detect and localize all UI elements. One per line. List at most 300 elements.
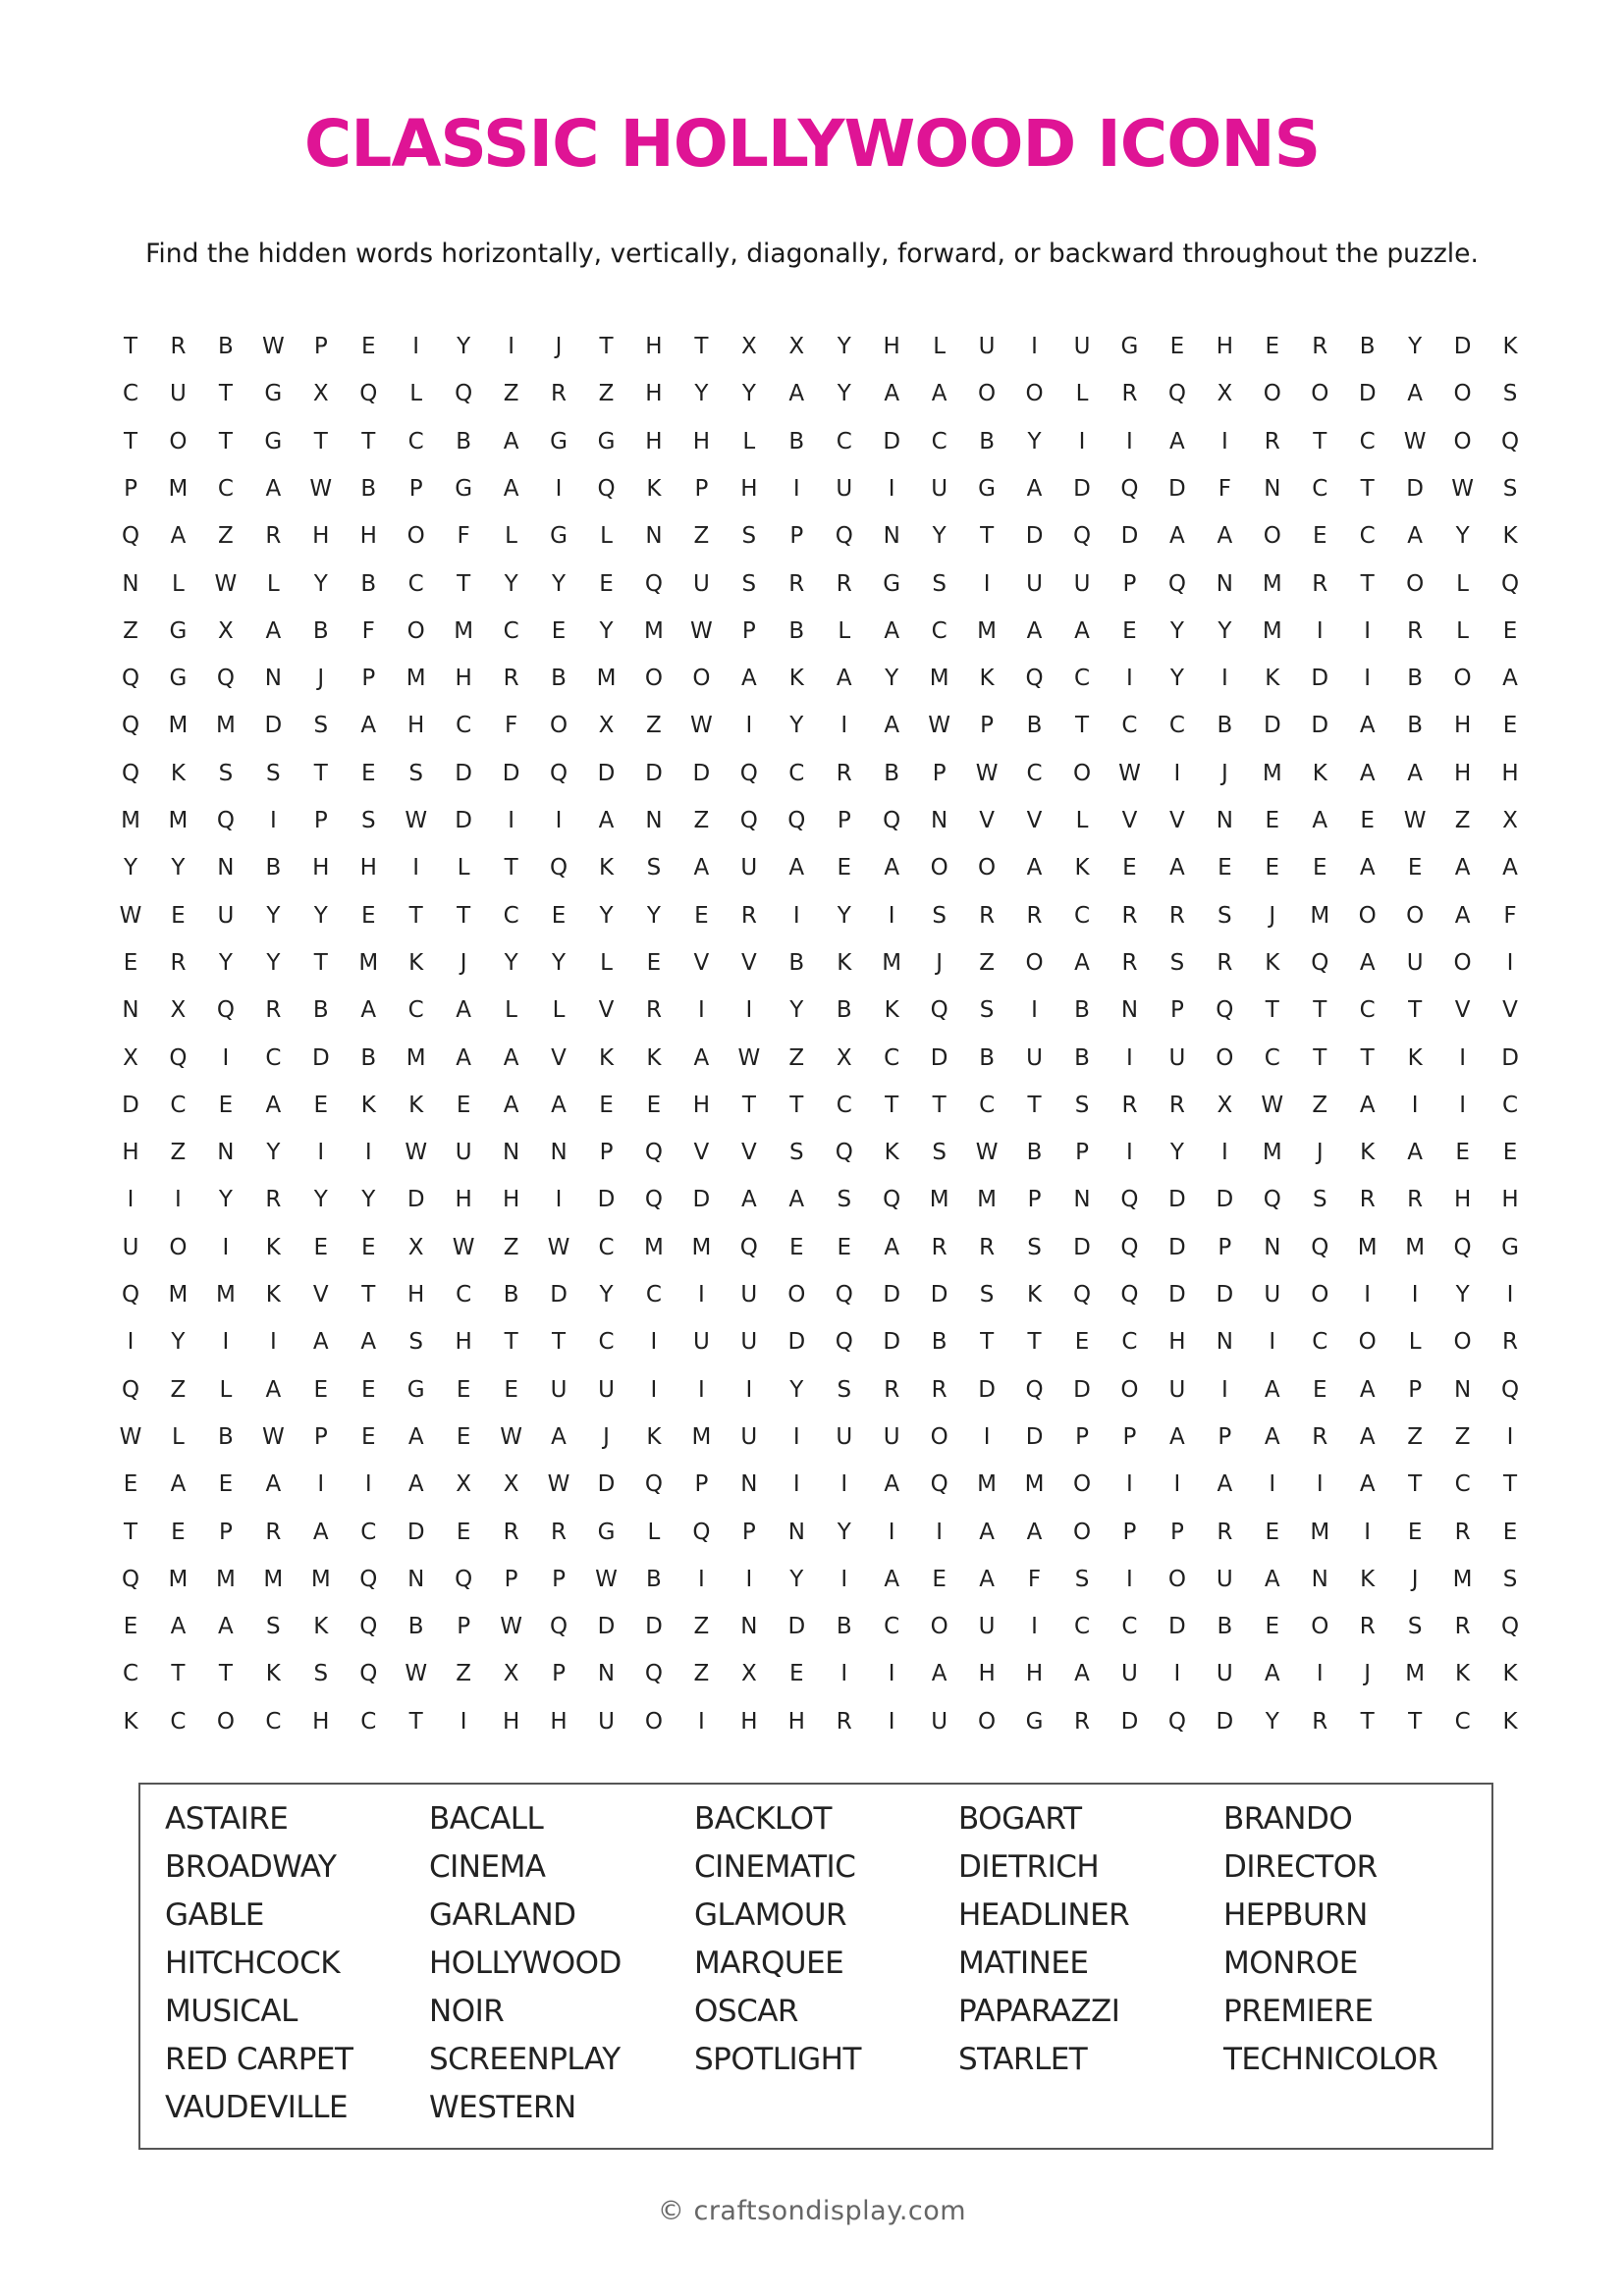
grid-letter: E	[1312, 855, 1327, 881]
grid-letter: R	[788, 570, 805, 597]
grid-letter: E	[313, 1092, 329, 1118]
grid-letter: T	[1265, 997, 1279, 1024]
grid-letter: A	[551, 1423, 567, 1450]
grid-letter: T	[504, 1329, 518, 1356]
grid-letter: B	[218, 334, 234, 359]
grid-letter: N	[883, 523, 900, 550]
grid-letter: I	[840, 1661, 848, 1687]
grid-letter: H	[407, 713, 425, 739]
grid-letter: Y	[313, 570, 328, 597]
grid-letter: A	[1359, 1376, 1376, 1403]
grid-letter: A	[1026, 1519, 1043, 1545]
grid-letter: U	[1026, 1044, 1043, 1071]
grid-letter: T	[932, 1092, 947, 1118]
grid-letter: H	[550, 1708, 568, 1735]
grid-letter: E	[1169, 334, 1185, 359]
grid-letter: G	[1501, 1234, 1519, 1260]
grid-letter: N	[740, 1471, 758, 1498]
grid-letter: D	[1073, 475, 1091, 502]
grid-letter: L	[600, 949, 613, 976]
grid-letter: K	[170, 760, 186, 786]
grid-letter: I	[269, 1329, 277, 1356]
word-list-item: SCREENPLAY	[429, 2042, 621, 2077]
grid-letter: D	[883, 428, 901, 454]
grid-letter: R	[1074, 1708, 1090, 1735]
grid-letter: E	[551, 902, 567, 929]
grid-letter: C	[456, 713, 472, 739]
grid-letter: M	[1405, 1234, 1426, 1260]
grid-letter: Q	[597, 475, 616, 502]
grid-letter: D	[883, 1282, 901, 1308]
grid-letter: A	[693, 1044, 710, 1071]
grid-letter: H	[692, 1092, 711, 1118]
grid-letter: J	[555, 334, 563, 359]
grid-letter: Q	[883, 808, 901, 833]
grid-letter: I	[840, 1566, 848, 1592]
grid-letter: I	[745, 1566, 753, 1592]
grid-letter: B	[312, 617, 329, 644]
grid-letter: A	[1359, 713, 1376, 739]
grid-letter: D	[406, 1187, 425, 1213]
grid-letter: G	[169, 666, 188, 692]
grid-letter: B	[836, 1614, 852, 1640]
grid-letter: E	[1502, 713, 1518, 739]
grid-letter: A	[503, 1044, 519, 1071]
grid-letter: C	[265, 1708, 282, 1735]
grid-letter: R	[1168, 1092, 1185, 1118]
grid-letter: M	[215, 1566, 236, 1592]
grid-letter: I	[888, 1519, 895, 1545]
grid-letter: C	[1312, 1329, 1328, 1356]
grid-letter: A	[1169, 1423, 1185, 1450]
grid-letter: C	[788, 760, 805, 786]
grid-letter: S	[408, 760, 423, 786]
grid-letter: A	[1359, 949, 1376, 976]
grid-letter: J	[317, 666, 325, 692]
grid-letter: I	[1506, 1423, 1514, 1450]
grid-letter: Y	[218, 949, 233, 976]
grid-letter: P	[741, 1519, 756, 1545]
grid-letter: R	[1217, 949, 1233, 976]
grid-letter: O	[1453, 1329, 1472, 1356]
grid-letter: P	[1075, 1423, 1089, 1450]
grid-letter: E	[456, 1423, 471, 1450]
grid-letter: U	[455, 1140, 472, 1166]
grid-letter: H	[645, 334, 663, 359]
grid-letter: C	[1026, 760, 1043, 786]
grid-letter: I	[1316, 617, 1324, 644]
grid-letter: R	[1407, 1187, 1424, 1213]
grid-letter: Y	[837, 334, 851, 359]
grid-letter: X	[788, 334, 805, 359]
grid-letter: I	[508, 334, 514, 359]
grid-letter: H	[1025, 1661, 1044, 1687]
grid-letter: A	[740, 666, 757, 692]
grid-letter: D	[787, 1614, 806, 1640]
grid-letter: C	[170, 1708, 187, 1735]
grid-letter: Q	[930, 1471, 948, 1498]
word-list-item: DIETRICH	[958, 1849, 1100, 1885]
grid-letter: S	[1502, 475, 1518, 502]
grid-letter: C	[122, 1661, 139, 1687]
grid-letter: M	[1262, 760, 1282, 786]
grid-letter: I	[697, 1708, 705, 1735]
grid-letter: E	[171, 1519, 186, 1545]
grid-letter: R	[836, 570, 852, 597]
grid-letter: S	[1074, 1566, 1090, 1592]
grid-letter: T	[1360, 1044, 1375, 1071]
grid-letter: A	[1264, 1566, 1280, 1592]
grid-letter: I	[1173, 1661, 1181, 1687]
grid-letter: K	[1027, 1282, 1043, 1308]
grid-letter: T	[1360, 475, 1375, 502]
grid-letter: C	[360, 1708, 377, 1735]
grid-letter: D	[1311, 713, 1329, 739]
grid-letter: A	[884, 1471, 900, 1498]
grid-letter: A	[1454, 855, 1471, 881]
grid-letter: W	[1261, 1092, 1284, 1118]
grid-letter: Q	[1120, 475, 1139, 502]
grid-letter: M	[596, 666, 617, 692]
grid-letter: Q	[835, 1329, 853, 1356]
grid-letter: D	[406, 1519, 425, 1545]
grid-letter: O	[692, 666, 711, 692]
grid-letter: O	[1453, 666, 1472, 692]
grid-letter: B	[1217, 1614, 1233, 1640]
grid-letter: I	[1078, 428, 1086, 454]
grid-letter: N	[787, 1519, 805, 1545]
grid-letter: N	[1216, 570, 1233, 597]
grid-letter: Q	[1120, 1187, 1139, 1213]
grid-letter: P	[1218, 1423, 1232, 1450]
grid-letter: I	[697, 1282, 705, 1308]
grid-letter: C	[1454, 1708, 1471, 1735]
grid-letter: M	[929, 666, 949, 692]
grid-letter: W	[214, 570, 238, 597]
grid-letter: Q	[1025, 666, 1044, 692]
grid-letter: L	[505, 997, 517, 1024]
grid-letter: F	[1027, 1566, 1042, 1592]
grid-letter: D	[1216, 1282, 1234, 1308]
grid-letter: U	[931, 1708, 948, 1735]
grid-letter: Q	[216, 808, 235, 833]
grid-letter: T	[1313, 1044, 1327, 1071]
grid-letter: I	[1126, 1471, 1133, 1498]
grid-letter: L	[1075, 808, 1089, 833]
grid-letter: E	[1312, 1376, 1327, 1403]
grid-letter: O	[930, 1423, 948, 1450]
grid-letter: O	[1453, 949, 1472, 976]
grid-letter: T	[1408, 1471, 1423, 1498]
grid-letter: E	[123, 949, 138, 976]
grid-letter: I	[1126, 1566, 1133, 1592]
grid-letter: H	[312, 855, 330, 881]
grid-letter: O	[1216, 1044, 1234, 1071]
grid-letter: A	[1169, 855, 1185, 881]
grid-letter: D	[1263, 713, 1281, 739]
grid-letter: B	[1026, 713, 1043, 739]
grid-letter: Y	[313, 902, 328, 929]
grid-letter: E	[218, 1092, 234, 1118]
grid-letter: L	[1075, 381, 1089, 407]
grid-letter: S	[360, 808, 376, 833]
grid-letter: I	[840, 713, 848, 739]
grid-letter: E	[646, 949, 662, 976]
grid-letter: G	[597, 1519, 616, 1545]
grid-letter: W	[119, 902, 142, 929]
grid-letter: A	[1026, 475, 1043, 502]
grid-letter: A	[170, 1614, 187, 1640]
grid-letter: T	[1074, 713, 1090, 739]
grid-letter: W	[928, 713, 951, 739]
grid-letter: E	[599, 1092, 614, 1118]
grid-letter: S	[741, 523, 757, 550]
word-list-item: TECHNICOLOR	[1223, 2042, 1438, 2077]
grid-letter: I	[1031, 1614, 1038, 1640]
grid-letter: J	[1364, 1661, 1372, 1687]
grid-letter: I	[1031, 997, 1038, 1024]
grid-letter: O	[1358, 902, 1377, 929]
grid-letter: X	[1217, 381, 1233, 407]
grid-letter: E	[1265, 808, 1280, 833]
grid-letter: E	[171, 902, 186, 929]
grid-letter: C	[979, 1092, 996, 1118]
grid-letter: B	[360, 570, 377, 597]
grid-letter: T	[694, 334, 709, 359]
grid-letter: K	[123, 1708, 138, 1735]
grid-letter: S	[313, 1661, 329, 1687]
grid-letter: H	[455, 1187, 472, 1213]
grid-letter: Y	[741, 381, 756, 407]
grid-letter: G	[406, 1376, 425, 1403]
grid-letter: C	[884, 1614, 900, 1640]
grid-letter: E	[456, 1092, 471, 1118]
footer-credit: © craftsondisplay.com	[657, 2196, 967, 2226]
grid-letter: E	[837, 1234, 852, 1260]
grid-letter: A	[788, 381, 805, 407]
grid-letter: Q	[835, 1282, 853, 1308]
grid-letter: Q	[1500, 570, 1520, 597]
grid-letter: A	[884, 617, 900, 644]
grid-letter: R	[1168, 902, 1185, 929]
grid-letter: R	[836, 760, 852, 786]
grid-letter: K	[408, 949, 424, 976]
grid-letter: U	[836, 475, 853, 502]
grid-letter: B	[1359, 334, 1376, 359]
grid-letter: K	[646, 475, 662, 502]
grid-letter: E	[646, 1092, 662, 1118]
grid-letter: P	[313, 1423, 328, 1450]
grid-letter: A	[788, 1187, 805, 1213]
grid-letter: Q	[455, 1566, 473, 1592]
grid-letter: P	[1027, 1187, 1042, 1213]
grid-letter: A	[598, 808, 615, 833]
grid-letter: Q	[1025, 1376, 1044, 1403]
grid-letter: G	[264, 381, 283, 407]
grid-letter: I	[888, 1708, 895, 1735]
grid-letter: K	[265, 1282, 281, 1308]
grid-letter: M	[691, 1234, 712, 1260]
grid-letter: Y	[266, 949, 281, 976]
grid-letter: Z	[646, 713, 662, 739]
grid-letter: A	[360, 997, 377, 1024]
grid-letter: K	[265, 1234, 281, 1260]
grid-letter: O	[930, 1614, 948, 1640]
grid-letter: K	[1312, 760, 1327, 786]
grid-letter: K	[408, 1092, 424, 1118]
grid-letter: E	[456, 1376, 471, 1403]
grid-letter: A	[265, 617, 282, 644]
grid-letter: Z	[1454, 1423, 1471, 1450]
grid-letter: D	[1120, 523, 1139, 550]
grid-letter: A	[503, 1092, 519, 1118]
grid-letter: R	[931, 1234, 947, 1260]
grid-letter: T	[504, 855, 518, 881]
grid-letter: I	[1126, 1044, 1133, 1071]
grid-letter: C	[1312, 475, 1328, 502]
grid-letter: S	[1074, 1092, 1090, 1118]
grid-letter: B	[788, 949, 805, 976]
grid-letter: X	[407, 1234, 424, 1260]
grid-letter: D	[1073, 1376, 1091, 1403]
grid-letter: M	[977, 1187, 998, 1213]
grid-letter: Z	[1407, 1423, 1424, 1450]
grid-letter: T	[1027, 1329, 1042, 1356]
grid-letter: Y	[837, 1519, 851, 1545]
grid-letter: B	[979, 1044, 995, 1071]
grid-letter: Y	[1265, 1708, 1279, 1735]
grid-letter: Q	[1216, 997, 1234, 1024]
grid-letter: E	[1407, 1519, 1423, 1545]
grid-letter: H	[740, 475, 758, 502]
grid-letter: D	[1216, 1187, 1234, 1213]
grid-letter: A	[312, 1329, 329, 1356]
grid-letter: T	[123, 334, 138, 359]
grid-letter: W	[737, 1044, 761, 1071]
grid-letter: O	[978, 1708, 997, 1735]
grid-letter: U	[740, 1423, 758, 1450]
grid-letter: B	[312, 997, 329, 1024]
grid-letter: I	[1220, 1376, 1228, 1403]
grid-letter: O	[930, 855, 948, 881]
grid-letter: Q	[455, 381, 473, 407]
grid-letter: R	[265, 997, 282, 1024]
grid-letter: Y	[789, 713, 804, 739]
grid-letter: Y	[599, 617, 614, 644]
grid-letter: T	[361, 1282, 376, 1308]
grid-letter: E	[1502, 1519, 1518, 1545]
grid-letter: M	[358, 949, 379, 976]
grid-letter: C	[217, 475, 234, 502]
grid-letter: E	[360, 1423, 376, 1450]
grid-letter: E	[313, 1376, 329, 1403]
grid-letter: V	[693, 949, 710, 976]
grid-letter: I	[1364, 1282, 1372, 1308]
grid-letter: D	[1120, 1708, 1139, 1735]
grid-letter: Q	[549, 855, 568, 881]
grid-letter: I	[650, 1329, 658, 1356]
grid-letter: D	[1168, 475, 1186, 502]
grid-letter: C	[1359, 428, 1376, 454]
grid-letter: O	[1311, 1282, 1329, 1308]
grid-letter: I	[364, 1471, 372, 1498]
grid-letter: U	[883, 1423, 900, 1450]
grid-letter: I	[222, 1329, 230, 1356]
grid-letter: B	[503, 1282, 519, 1308]
grid-letter: A	[979, 1566, 995, 1592]
grid-letter: M	[168, 713, 189, 739]
grid-letter: W	[975, 760, 999, 786]
grid-letter: K	[1074, 855, 1090, 881]
grid-letter: E	[1122, 617, 1137, 644]
grid-letter: D	[1168, 1282, 1186, 1308]
grid-letter: G	[1025, 1708, 1044, 1735]
word-list-item: BROADWAY	[165, 1849, 337, 1885]
grid-letter: Q	[121, 523, 140, 550]
grid-letter: O	[1311, 1614, 1329, 1640]
grid-letter: D	[1073, 1234, 1091, 1260]
grid-letter: A	[1502, 855, 1518, 881]
grid-letter: H	[312, 523, 330, 550]
grid-letter: S	[837, 1376, 852, 1403]
grid-letter: V	[1169, 808, 1185, 833]
grid-letter: H	[787, 1708, 805, 1735]
grid-letter: U	[217, 902, 235, 929]
grid-letter: S	[266, 760, 281, 786]
grid-letter: W	[690, 713, 713, 739]
grid-letter: Z	[503, 1234, 519, 1260]
grid-letter: S	[646, 855, 662, 881]
grid-letter: W	[1403, 428, 1427, 454]
grid-letter: Q	[883, 1187, 901, 1213]
grid-letter: W	[595, 1566, 618, 1592]
grid-letter: P	[1408, 1376, 1423, 1403]
grid-letter: Q	[1167, 381, 1186, 407]
grid-letter: U	[1216, 1566, 1233, 1592]
grid-letter: I	[792, 1423, 800, 1450]
grid-letter: W	[405, 1661, 428, 1687]
grid-letter: Q	[644, 1140, 663, 1166]
grid-letter: D	[1168, 1614, 1186, 1640]
grid-letter: T	[361, 428, 376, 454]
grid-letter: J	[1269, 902, 1276, 929]
grid-letter: A	[788, 855, 805, 881]
grid-letter: T	[457, 902, 471, 929]
grid-letter: Q	[787, 808, 806, 833]
grid-letter: U	[1073, 334, 1091, 359]
grid-letter: Q	[1311, 1234, 1329, 1260]
grid-letter: A	[1359, 760, 1376, 786]
grid-letter: A	[407, 1423, 424, 1450]
grid-letter: H	[1501, 760, 1519, 786]
word-list-item: SPOTLIGHT	[694, 2042, 861, 2077]
grid-letter: I	[650, 1376, 658, 1403]
grid-letter: N	[122, 570, 139, 597]
grid-letter: Y	[313, 1187, 328, 1213]
grid-letter: E	[1122, 855, 1137, 881]
grid-letter: S	[837, 1187, 852, 1213]
grid-letter: H	[359, 855, 377, 881]
grid-letter: C	[598, 1329, 615, 1356]
grid-letter: C	[1073, 1614, 1091, 1640]
grid-letter: I	[1220, 666, 1228, 692]
grid-letter: I	[1506, 949, 1514, 976]
grid-letter: Y	[1455, 1282, 1470, 1308]
grid-letter: K	[1502, 1661, 1518, 1687]
grid-letter: T	[218, 1661, 233, 1687]
grid-letter: C	[1264, 1044, 1280, 1071]
grid-letter: O	[1072, 760, 1092, 786]
